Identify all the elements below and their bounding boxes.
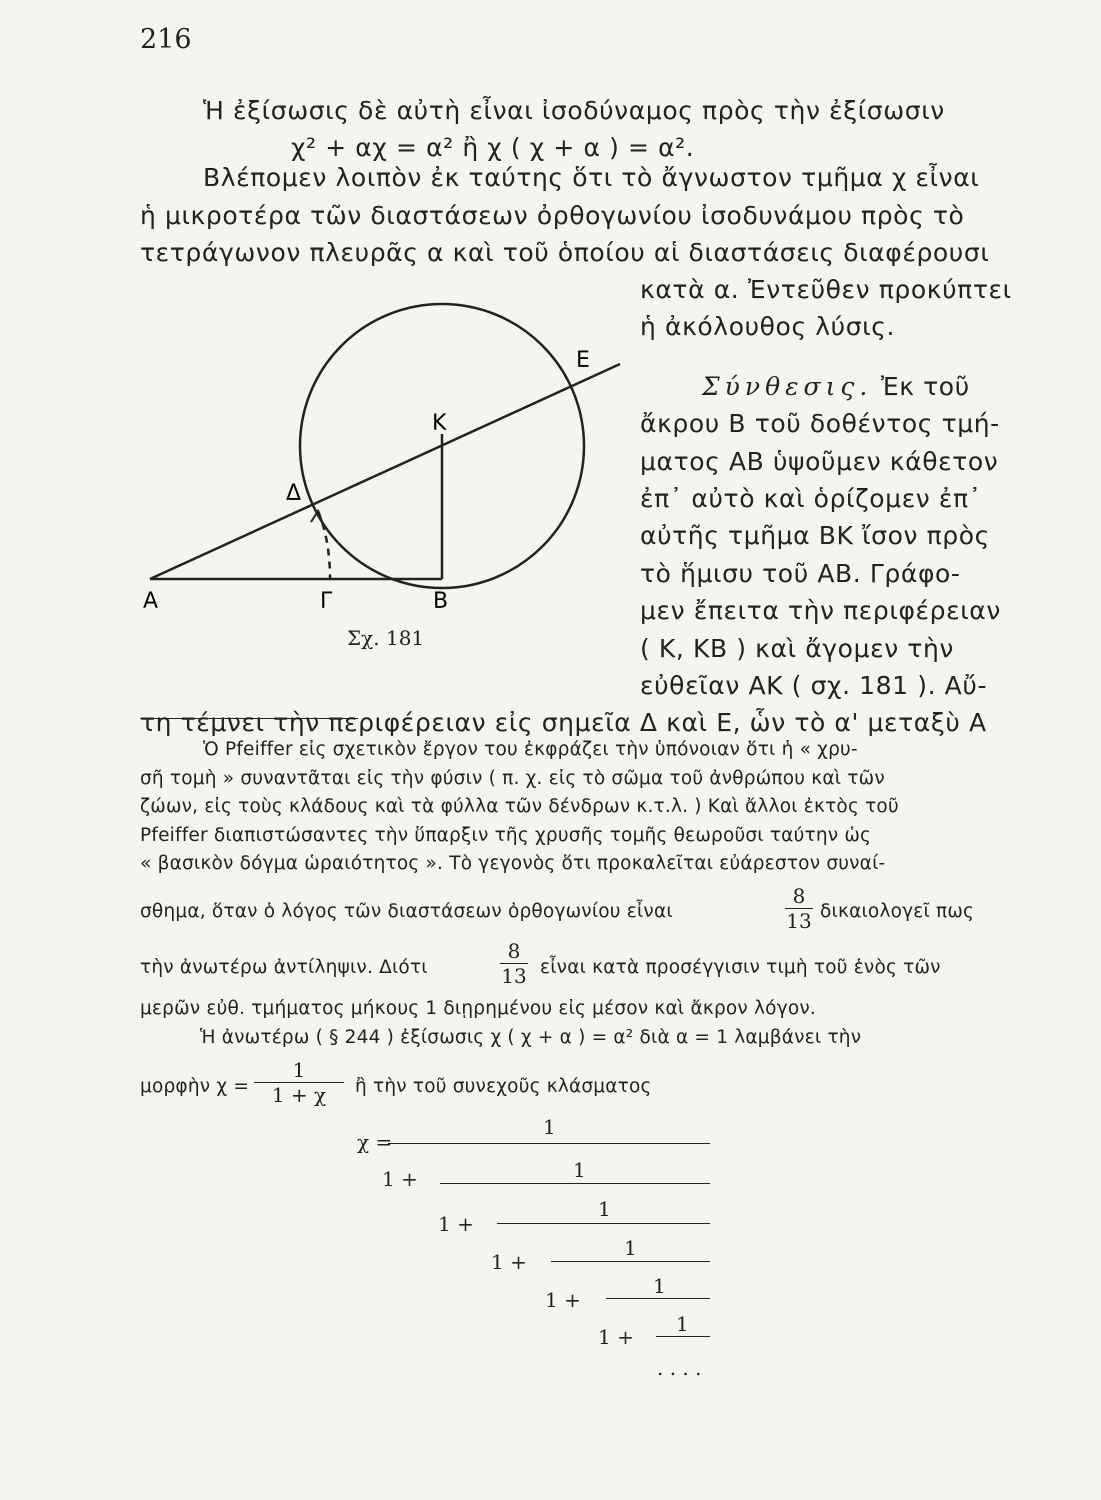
cf-num-4: 1 (624, 1236, 637, 1260)
cf-plus-5: 1 + (598, 1325, 634, 1349)
fraction-numerator: 8 (792, 884, 806, 908)
fraction-8-13-a (785, 886, 813, 931)
footnote-line-7b: εἶναι κατὰ προσέγγισιν τιμὴ τοῦ ἑνὸς τῶν (540, 957, 941, 978)
page-number: 216 (140, 24, 192, 55)
figure-label-D: Δ (286, 481, 302, 506)
text-line-3: ἡ μικροτέρα τῶν διαστάσεων ὀρθογωνίου ἰσοδυνάμου πρὸς τὸ (140, 201, 965, 230)
footnote-line-8: μερῶν εὐθ. τμήματος μήκους 1 διῃρημένου εἰς μέσον καὶ ἄκρον λόγον. (140, 998, 816, 1019)
fraction-denominator: 13 (786, 909, 812, 933)
footnote-line-6a: σθημα, ὅταν ὁ λόγος τῶν διαστάσεων ὀρθογωνίου εἶναι (140, 901, 673, 922)
figure-label-E: Ε (576, 348, 590, 373)
footnote-line-3: ζώων, εἰς τοὺς κλάδους καὶ τὰ φύλλα τῶν δένδρων κ.τ.λ. ) Καὶ ἄλλοι ἐκτὸς τοῦ (140, 796, 899, 817)
text-right-2: ἡ ἀκόλουθος λύσις. (640, 312, 896, 341)
footnote-separator (140, 718, 358, 719)
text-line-last: τη τέμνει τὴν περιφέρειαν εἰς σημεῖα Δ καὶ Ε, ὧν τὸ α' μεταξὺ Α (140, 708, 987, 737)
footnote-line-10a: μορφὴν χ = (140, 1076, 250, 1097)
text-right-4: ἄκρου Β τοῦ δοθέντος τμή- (640, 409, 1000, 438)
cf-num-1: 1 (543, 1115, 556, 1139)
cf-num-3: 1 (598, 1197, 611, 1221)
footnote-line-5: « βασικὸν δόγμα ὡραιότητος ». Τὸ γεγονὸς ὅτι προκαλεῖται εὐάρεστον συναί- (140, 853, 886, 874)
footnote-line-1: Ὁ Pfeiffer εἰς σχετικὸν ἔργον του ἐκφράζει τὴν ὑπόνοιαν ὅτι ἡ « χρυ- (203, 739, 858, 760)
cf-dots: . . . . (657, 1356, 702, 1380)
fraction-numerator: 8 (507, 939, 521, 963)
text-right-7: αὐτῆς τμῆμα ΒΚ ἴσον πρὸς (640, 521, 990, 550)
text-right-9: μεν ἔπειτα τὴν περιφέρειαν (640, 596, 1001, 625)
figure-arc-DG (318, 511, 330, 579)
cf-bar-4 (551, 1261, 710, 1262)
text-line-2: Βλέπομεν λοιπὸν ἐκ ταύτης ὅτι τὸ ἄγνωστον τμῆμα χ εἶναι (203, 163, 980, 192)
figure-secant-AK (150, 364, 620, 579)
cf-num-5: 1 (653, 1274, 666, 1298)
fraction-1-over-1-plus-x (254, 1060, 344, 1105)
footnote-line-7a: τὴν ἀνωτέρω ἀντίληψιν. Διότι (140, 957, 428, 978)
cf-plus-4: 1 + (545, 1288, 581, 1312)
figure-label-K: Κ (432, 411, 447, 436)
figure-caption: Σχ. 181 (347, 626, 425, 650)
figure-label-A: Α (143, 589, 159, 614)
cf-bar-1 (388, 1143, 710, 1144)
footnote-line-4: Pfeiffer διαπιστώσαντες τὴν ὕπαρξιν τῆς χρυσῆς τομῆς θεωροῦσι ταύτην ὡς (140, 825, 872, 846)
cf-plus-1: 1 + (382, 1167, 418, 1191)
text-line-4: τετράγωνον πλευρᾶς α καὶ τοῦ ὁποίου αἱ διαστάσεις διαφέρουσι (140, 238, 990, 267)
equation-line: χ² + αχ = α² ἢ χ ( χ + α ) = α². (291, 133, 695, 162)
text-right-11: εὐθεῖαν ΑΚ ( σχ. 181 ). Αὔ- (640, 671, 988, 700)
text-right-6: ἐπ᾽ αὐτὸ καὶ ὁρίζομεν ἐπ᾽ (640, 484, 982, 513)
cf-lhs: χ = (357, 1130, 393, 1154)
synthesis-heading: Σύνθεσις. (702, 372, 873, 401)
footnote-line-6b: δικαιολογεῖ πως (820, 901, 975, 922)
fraction-numerator: 1 (292, 1058, 306, 1082)
cf-num-2: 1 (573, 1158, 586, 1182)
figure-label-G: Γ (320, 589, 333, 614)
footnote-line-2: σῆ τομὴ » συναντᾶται εἰς τὴν φύσιν ( π. χ. εἰς τὸ σῶμα τοῦ ἀνθρώπου καὶ τῶν (140, 768, 885, 789)
text-right-5: ματος ΑΒ ὑψοῦμεν κάθετον (640, 447, 999, 476)
cf-bar-6 (656, 1336, 710, 1337)
fraction-denominator: 1 + χ (271, 1083, 327, 1107)
cf-plus-2: 1 + (438, 1212, 474, 1236)
footnote-line-10b: ἢ τὴν τοῦ συνεχοῦς κλάσματος (355, 1076, 652, 1097)
footnote-line-9: Ἡ ἀνωτέρω ( § 244 ) ἐξίσωσις χ ( χ + α ) = α² διὰ α = 1 λαμβάνει τὴν (200, 1027, 862, 1048)
figure-label-B: Β (433, 589, 449, 614)
fraction-8-13-b (500, 941, 528, 986)
synthesis-text: Ἐκ τοῦ (880, 372, 970, 401)
figure-arrow-head (311, 511, 323, 524)
fraction-denominator: 13 (501, 964, 527, 988)
cf-bar-5 (606, 1298, 710, 1299)
text-right-10: ( Κ, ΚΒ ) καὶ ἄγομεν τὴν (640, 634, 954, 663)
cf-bar-2 (440, 1183, 710, 1184)
text-right-1: κατὰ α. Ἐντεῦθεν προκύπτει (640, 275, 1012, 304)
text-line-1: Ἡ ἐξίσωσις δὲ αὐτὴ εἶναι ἰσοδύναμος πρὸς τὴν ἐξίσωσιν (203, 96, 945, 125)
cf-plus-3: 1 + (491, 1250, 527, 1274)
text-right-8: τὸ ἥμισυ τοῦ ΑΒ. Γράφο- (640, 559, 961, 588)
cf-num-6: 1 (676, 1312, 689, 1336)
cf-bar-3 (497, 1223, 710, 1224)
